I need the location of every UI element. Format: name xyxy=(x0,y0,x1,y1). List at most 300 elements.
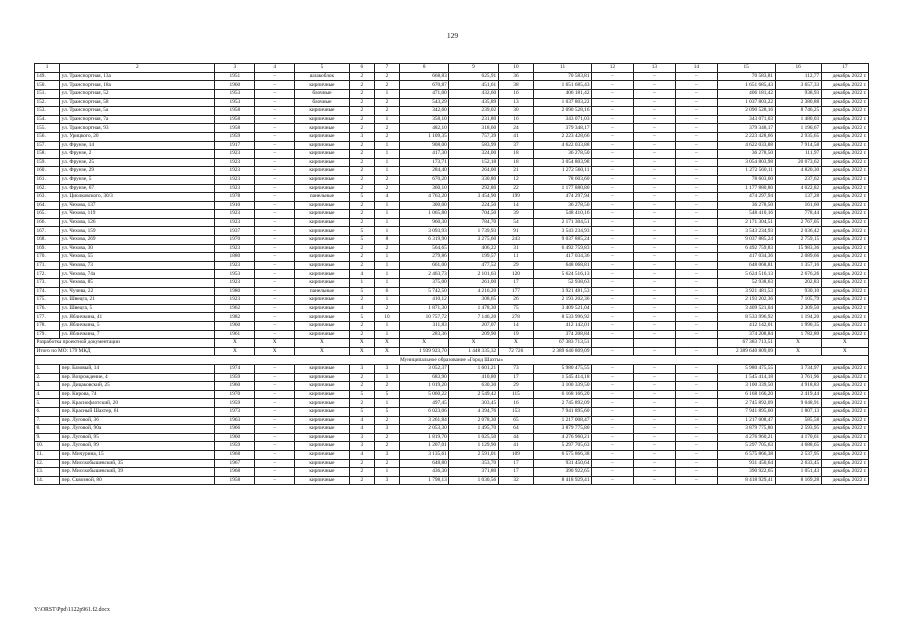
x-mark: X xyxy=(295,339,350,348)
column-number: 17 xyxy=(821,64,868,73)
total-cost: 70 583,81 xyxy=(534,72,592,81)
column-number: 9 xyxy=(449,64,498,73)
living-area: 451,61 xyxy=(449,81,498,90)
cost-regional: – xyxy=(633,399,675,408)
unit-cost: 15 983,36 xyxy=(775,244,821,253)
unit-cost: 4 918,83 xyxy=(775,382,821,391)
entrances: 1 xyxy=(374,399,399,408)
floors: 2 xyxy=(349,468,374,477)
total-area: 2 053,30 xyxy=(400,425,449,434)
entrances: 3 xyxy=(374,425,399,434)
cost-regional: – xyxy=(633,115,675,124)
address: ул. Чучева, 22 xyxy=(60,287,215,296)
wall-material: кирпичные xyxy=(295,476,350,485)
cost-regional: – xyxy=(633,124,675,133)
project-docs-label: Разработка проектной документации xyxy=(35,339,215,348)
cost-fund: – xyxy=(591,442,633,451)
total-cost: 1 651 685,43 xyxy=(534,81,592,90)
table-row xyxy=(35,158,869,167)
cost-fund: – xyxy=(591,270,633,279)
cost-local: – xyxy=(675,210,717,219)
total-area: 358,10 xyxy=(400,115,449,124)
cost-local: – xyxy=(675,364,717,373)
planned-completion: декабрь 2022 г. xyxy=(821,158,868,167)
cost-regional: – xyxy=(633,89,675,98)
planned-completion: декабрь 2022 г. xyxy=(821,244,868,253)
table-row xyxy=(35,141,869,150)
year-built: 1970 xyxy=(215,236,255,245)
cost-regional: – xyxy=(633,476,675,485)
x-mark: X xyxy=(374,339,399,348)
row-number: 158. xyxy=(35,150,60,159)
project-docs-row xyxy=(35,339,869,348)
year-renovation: – xyxy=(255,425,295,434)
wall-material: кирпичные xyxy=(295,313,350,322)
cost-fund: – xyxy=(591,459,633,468)
total-cost: 931 450,64 xyxy=(534,459,592,468)
x-mark: X xyxy=(821,339,868,348)
residents: 278 xyxy=(498,313,534,322)
year-built: 1963 xyxy=(215,416,255,425)
wall-material: кирпичные xyxy=(295,382,350,391)
total-area: 436,30 xyxy=(400,468,449,477)
entrances: 2 xyxy=(374,459,399,468)
row-number: 163. xyxy=(35,193,60,202)
address: ул. Чехова, 73 xyxy=(60,261,215,270)
total-cost: 3 100 339,50 xyxy=(534,382,592,391)
year-built: 1923 xyxy=(215,175,255,184)
wall-material: кирпичные xyxy=(295,425,350,434)
cost-regional: – xyxy=(633,382,675,391)
total-cost: 2 171 304,51 xyxy=(534,218,592,227)
address: пер. Кирова, 74 xyxy=(60,390,215,399)
row-number: 14. xyxy=(35,476,60,485)
residents: 38 xyxy=(498,81,534,90)
floors: 2 xyxy=(349,476,374,485)
cost-local: – xyxy=(675,468,717,477)
total-cost: 2 223 428,66 xyxy=(534,132,592,141)
column-number: 11 xyxy=(534,64,592,73)
entrances: 1 xyxy=(374,468,399,477)
wall-material: кирпичные xyxy=(295,279,350,288)
year-built: 1910 xyxy=(215,201,255,210)
row-number: 172. xyxy=(35,270,60,279)
x-mark: X xyxy=(255,347,295,356)
wall-material: кирпичные xyxy=(295,364,350,373)
floors: 2 xyxy=(349,184,374,193)
entrances: 2 xyxy=(374,98,399,107)
wall-material: кирпичные xyxy=(295,442,350,451)
year-built: 1960 xyxy=(215,322,255,331)
cost-fund: – xyxy=(591,72,633,81)
table-row xyxy=(35,459,869,468)
total-cost: 78 603,60 xyxy=(534,175,592,184)
address: ул. Фрунзе, 2 xyxy=(60,150,215,159)
housing-repair-table xyxy=(34,63,869,485)
year-renovation: – xyxy=(255,89,295,98)
row-number: 173. xyxy=(35,279,60,288)
year-built: 1923 xyxy=(215,158,255,167)
total-area: 683,90 xyxy=(400,373,449,382)
year-built: 1980 xyxy=(215,287,255,296)
total-area: 497,45 xyxy=(400,399,449,408)
year-renovation: – xyxy=(255,304,295,313)
total-area: 960,30 xyxy=(400,218,449,227)
year-built: 1923 xyxy=(215,218,255,227)
cost-fund: – xyxy=(591,407,633,416)
table-row xyxy=(35,236,869,245)
floors: 5 xyxy=(349,287,374,296)
total-area: 1 819,70 xyxy=(400,433,449,442)
total-area: 670,87 xyxy=(400,81,449,90)
year-built: 1966 xyxy=(215,425,255,434)
total-area: 279,86 xyxy=(400,253,449,262)
wall-material: кирпичные xyxy=(295,175,350,184)
planned-completion: декабрь 2022 г. xyxy=(821,167,868,176)
row-number: 7. xyxy=(35,416,60,425)
wall-material: кирпичные xyxy=(295,115,350,124)
wall-material: кирпичные xyxy=(295,201,350,210)
year-built: 1923 xyxy=(215,261,255,270)
cost-regional: – xyxy=(633,407,675,416)
total-area: 3 135,61 xyxy=(400,450,449,459)
unit-cost: 2 767,05 xyxy=(775,218,821,227)
cost-regional: – xyxy=(633,218,675,227)
cost-owners: 3 543 234,93 xyxy=(717,227,775,236)
entrances: 1 xyxy=(374,296,399,305)
cost-owners: 78 603,60 xyxy=(717,175,775,184)
section-heading-row xyxy=(35,356,869,365)
row-number: 167. xyxy=(35,227,60,236)
wall-material: кирпичные xyxy=(295,330,350,339)
row-number: 4. xyxy=(35,390,60,399)
unit-cost: 2 309,50 xyxy=(775,304,821,313)
entrances: 1 xyxy=(374,141,399,150)
year-renovation: – xyxy=(255,244,295,253)
planned-completion: декабрь 2022 г. xyxy=(821,107,868,116)
residents: 64 xyxy=(498,425,534,434)
living-area: 2 078,30 xyxy=(449,416,498,425)
cost-fund: – xyxy=(591,218,633,227)
year-renovation: – xyxy=(255,141,295,150)
address: ул. Транспортная, 7а xyxy=(60,115,215,124)
total-cost: 8 533 996,92 xyxy=(534,313,592,322)
living-area: 264,00 xyxy=(449,167,498,176)
year-renovation: – xyxy=(255,279,295,288)
address: пер. Возрождение, 4 xyxy=(60,373,215,382)
total-cost: 379 348,17 xyxy=(534,124,592,133)
cost-local: – xyxy=(675,425,717,434)
table-row xyxy=(35,115,869,124)
year-renovation: – xyxy=(255,218,295,227)
floors: 2 xyxy=(349,201,374,210)
entrances: 2 xyxy=(374,184,399,193)
address: пер. Дицаковский, 25 xyxy=(60,382,215,391)
living-area: 1 495,70 xyxy=(449,425,498,434)
cost-local: – xyxy=(675,227,717,236)
entrances: 2 xyxy=(374,244,399,253)
table-row xyxy=(35,322,869,331)
cost-owners: 390 922,65 xyxy=(717,468,775,477)
year-renovation: – xyxy=(255,175,295,184)
entrances: 1 xyxy=(374,167,399,176)
x-mark: X xyxy=(349,347,374,356)
table-row xyxy=(35,313,869,322)
total-area: 5 060,22 xyxy=(400,390,449,399)
living-area: 324,00 xyxy=(449,150,498,159)
entrances: 3 xyxy=(374,476,399,485)
row-number: 10. xyxy=(35,442,60,451)
floors: 2 xyxy=(349,210,374,219)
residents: 26 xyxy=(498,296,534,305)
cost-regional: – xyxy=(633,150,675,159)
floors: 2 xyxy=(349,124,374,133)
cost-fund: – xyxy=(591,227,633,236)
total-cost: 1 037 803,22 xyxy=(534,98,592,107)
address: ул. Транспортная, 5а xyxy=(60,107,215,116)
address: ул. Чехова, 126 xyxy=(60,218,215,227)
cost-fund: – xyxy=(591,287,633,296)
row-number: 13. xyxy=(35,468,60,477)
total-area: 1 207,01 xyxy=(400,442,449,451)
residents-sum: 72 726 xyxy=(498,347,534,356)
residents: 153 xyxy=(498,407,534,416)
floors: 2 xyxy=(349,244,374,253)
entrances: 1 xyxy=(374,261,399,270)
cost-local: – xyxy=(675,450,717,459)
cost-local: – xyxy=(675,442,717,451)
total-cost: 5 297 705,63 xyxy=(534,442,592,451)
year-built: 1953 xyxy=(215,270,255,279)
year-built: 1959 xyxy=(215,399,255,408)
column-number: 14 xyxy=(675,64,717,73)
cost-local: – xyxy=(675,459,717,468)
living-area: 2 101,63 xyxy=(449,270,498,279)
row-number: 161. xyxy=(35,175,60,184)
planned-completion: декабрь 2022 г. xyxy=(821,373,868,382)
unit-cost: 137,28 xyxy=(775,193,821,202)
empty-cell xyxy=(675,339,717,348)
year-renovation: – xyxy=(255,193,295,202)
wall-material: блочные xyxy=(295,89,350,98)
planned-completion: декабрь 2022 г. xyxy=(821,124,868,133)
cost-regional: – xyxy=(633,253,675,262)
x-mark: X xyxy=(215,347,255,356)
address: пер. Мисскобышевский, 39 xyxy=(60,468,215,477)
living-area: 353,70 xyxy=(449,459,498,468)
cost-regional: – xyxy=(633,244,675,253)
row-number: 156. xyxy=(35,132,60,141)
wall-material: кирпичные xyxy=(295,158,350,167)
residents: 44 xyxy=(498,433,534,442)
row-number: 159. xyxy=(35,158,60,167)
total-cost: 9 037 885,24 xyxy=(534,236,592,245)
wall-material: кирпичные xyxy=(295,304,350,313)
cost-owners: 8 418 929,41 xyxy=(717,476,775,485)
floors: 4 xyxy=(349,304,374,313)
row-number: 170. xyxy=(35,253,60,262)
unit-cost: 2 380,88 xyxy=(775,98,821,107)
x-mark: X xyxy=(295,347,350,356)
cost-owners: 8 533 996,92 xyxy=(717,313,775,322)
table-row xyxy=(35,279,869,288)
residents: 19 xyxy=(498,330,534,339)
year-built: 1951 xyxy=(215,72,255,81)
cost-regional: – xyxy=(633,313,675,322)
address: ул. Чехова, 159 xyxy=(60,227,215,236)
living-area: 207,07 xyxy=(449,322,498,331)
living-area: 435,89 xyxy=(449,98,498,107)
unit-cost: 930,10 xyxy=(775,287,821,296)
cost-owners: 1 272 560,11 xyxy=(717,167,775,176)
year-built: 1962 xyxy=(215,304,255,313)
cost-local: – xyxy=(675,270,717,279)
row-number: 149. xyxy=(35,72,60,81)
address: ул. Транспортная, 18а xyxy=(60,81,215,90)
total-area: 300,00 xyxy=(400,201,449,210)
year-renovation: – xyxy=(255,107,295,116)
wall-material: кирпичные xyxy=(295,459,350,468)
entrances: 1 xyxy=(374,201,399,210)
table-row xyxy=(35,287,869,296)
column-number: 16 xyxy=(775,64,821,73)
total-area-sum: 1 939 923,70 xyxy=(400,347,449,356)
row-number: 176. xyxy=(35,304,60,313)
year-built: 1937 xyxy=(215,227,255,236)
row-number: 6. xyxy=(35,407,60,416)
empty-cell xyxy=(591,339,633,348)
entrances: 1 xyxy=(374,158,399,167)
unit-cost: 4 022,82 xyxy=(775,184,821,193)
cost-owners: 2 193 202,36 xyxy=(717,296,775,305)
cost-regional: – xyxy=(633,364,675,373)
residents: 22 xyxy=(498,184,534,193)
living-area: 318,60 xyxy=(449,124,498,133)
year-renovation: – xyxy=(255,416,295,425)
year-built: 1973 xyxy=(215,407,255,416)
year-renovation: – xyxy=(255,261,295,270)
floors: 5 xyxy=(349,193,374,202)
cost-fund: – xyxy=(591,382,633,391)
address: пер. Мичурина, 15 xyxy=(60,450,215,459)
year-renovation: – xyxy=(255,210,295,219)
x-mark: X xyxy=(775,347,821,356)
cost-local: – xyxy=(675,433,717,442)
table-row xyxy=(35,98,869,107)
table-row xyxy=(35,227,869,236)
unit-cost: 2 419,44 xyxy=(775,390,821,399)
row-number: 164. xyxy=(35,201,60,210)
wall-material: блочные xyxy=(295,98,350,107)
residents: 12 xyxy=(498,175,534,184)
cost-local: – xyxy=(675,150,717,159)
year-renovation: – xyxy=(255,450,295,459)
cost-local: – xyxy=(675,287,717,296)
living-area: 308,65 xyxy=(449,296,498,305)
entrances: 1 xyxy=(374,210,399,219)
year-renovation: – xyxy=(255,115,295,124)
year-built: 1958 xyxy=(215,476,255,485)
table-row xyxy=(35,72,869,81)
cost-local: – xyxy=(675,313,717,322)
year-renovation: – xyxy=(255,270,295,279)
residents: 39 xyxy=(498,210,534,219)
year-renovation: – xyxy=(255,124,295,133)
year-built: 1961 xyxy=(215,330,255,339)
year-built: 1960 xyxy=(215,81,255,90)
residents: 31 xyxy=(498,244,534,253)
residents: 16 xyxy=(498,399,534,408)
wall-material: кирпичные xyxy=(295,450,350,459)
cost-regional: – xyxy=(633,201,675,210)
cost-fund: – xyxy=(591,373,633,382)
cost-fund: – xyxy=(591,201,633,210)
total-area: 5 742,50 xyxy=(400,287,449,296)
planned-completion: декабрь 2022 г. xyxy=(821,115,868,124)
cost-regional: – xyxy=(633,304,675,313)
wall-material: кирпичные xyxy=(295,270,350,279)
wall-material: кирпичные xyxy=(295,373,350,382)
year-renovation: – xyxy=(255,253,295,262)
file-path-footer: Y:\ORST\Ppd\1122p961.f2.docx xyxy=(34,607,110,613)
planned-completion: декабрь 2022 г. xyxy=(821,313,868,322)
living-area: 199,57 xyxy=(449,253,498,262)
planned-completion: декабрь 2022 г. xyxy=(821,450,868,459)
row-number: 166. xyxy=(35,218,60,227)
address: ул. Ябличкина, 7 xyxy=(60,330,215,339)
living-area: 757,39 xyxy=(449,132,498,141)
year-built: 1923 xyxy=(215,244,255,253)
total-cost: 1 217 008,47 xyxy=(534,416,592,425)
planned-completion: декабрь 2022 г. xyxy=(821,253,868,262)
planned-completion: декабрь 2022 г. xyxy=(821,382,868,391)
year-renovation: – xyxy=(255,227,295,236)
planned-completion: декабрь 2022 г. xyxy=(821,201,868,210)
year-renovation: – xyxy=(255,236,295,245)
total-cost: 417 034,36 xyxy=(534,253,592,262)
cost-owners: 3 100 339,50 xyxy=(717,382,775,391)
total-area: 3 052,37 xyxy=(400,364,449,373)
column-number: 15 xyxy=(717,64,775,73)
entrances: 6 xyxy=(374,287,399,296)
floors: 3 xyxy=(349,433,374,442)
cost-owners: 3 879 775,80 xyxy=(717,425,775,434)
residents: 243 xyxy=(498,236,534,245)
floors: 5 xyxy=(349,227,374,236)
total-cost: 2 090 528,16 xyxy=(534,107,592,116)
unit-cost: 237,62 xyxy=(775,175,821,184)
planned-completion: декабрь 2022 г. xyxy=(821,442,868,451)
living-area: 231,80 xyxy=(449,115,498,124)
empty-cell xyxy=(633,339,675,348)
x-mark: X xyxy=(255,339,295,348)
unit-cost: 585,58 xyxy=(775,416,821,425)
cost-owners: 3 409 521,04 xyxy=(717,304,775,313)
planned-completion: декабрь 2022 г. xyxy=(821,416,868,425)
row-number: 3. xyxy=(35,382,60,391)
unit-cost: 778,44 xyxy=(775,210,821,219)
wall-material: кирпичные xyxy=(295,322,350,331)
x-mark: X xyxy=(349,339,374,348)
address: ул. Чехова, 269 xyxy=(60,236,215,245)
x-mark: X xyxy=(400,339,449,348)
cost-local: – xyxy=(675,201,717,210)
planned-completion: декабрь 2022 г. xyxy=(821,193,868,202)
year-built: 1968 xyxy=(215,450,255,459)
column-number: 12 xyxy=(591,64,633,73)
address: ул. Фрунзе, 29 xyxy=(60,167,215,176)
cost-fund: – xyxy=(591,98,633,107)
